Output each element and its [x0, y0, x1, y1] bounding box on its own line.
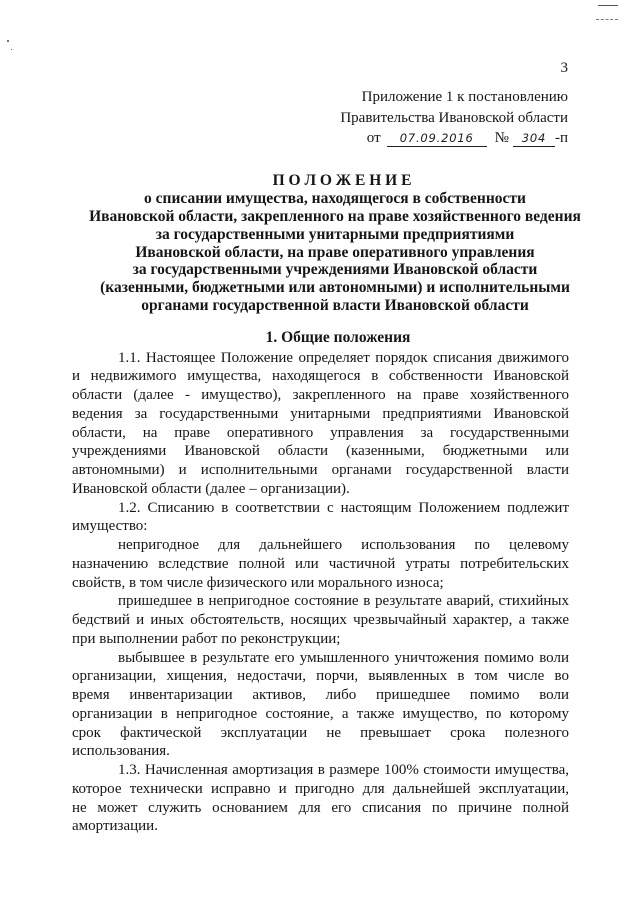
title-line: за государственными унитарными предприятиями [155, 225, 515, 243]
text-line: амортизации. [72, 818, 158, 835]
list-item-1 [72, 536, 569, 592]
text-line: ведения за государственными унитарными предприятиями Ивановской [72, 405, 569, 422]
text-line: которое технически исправно и пригодно для дальнейшей эксплуатации, [72, 780, 569, 797]
page-number: 3 [560, 60, 568, 76]
text-line: назначению вследствие полной или частичной утраты потребительских [72, 555, 569, 572]
scan-artifact [598, 5, 618, 6]
handwritten-number-field [513, 131, 555, 147]
title-line: (казенными, бюджетными или автономными) и исполнительными [100, 279, 570, 297]
title-line: органами государственной власти Ивановской области [141, 297, 529, 315]
text-line: автономными) и исполнительными органами государственной власти [72, 462, 569, 479]
list-item-3 [72, 649, 569, 762]
paragraph-1-2 [72, 499, 569, 537]
text-line: Ивановской области (далее – организации). [72, 480, 350, 497]
title-heading: П О Л О Ж Е Н И Е [272, 172, 412, 189]
text-line: 1.2. Списанию в соответствии с настоящим Положением подлежит [118, 499, 569, 516]
text-line: непригодное для дальнейшего использования по целевому [118, 537, 569, 554]
document-title [85, 172, 585, 315]
title-line: Ивановской области, на праве оперативного управления [135, 243, 535, 261]
appendix-header [340, 87, 568, 149]
text-line: не может служить основанием для его списания по причине полной [72, 799, 569, 816]
text-line: свойств, в том числе физического или морального износа; [72, 574, 444, 591]
section-body [72, 349, 569, 837]
text-line: 1.3. Начисленная амортизация в размере 100% стоимости имущества, [118, 762, 569, 779]
handwritten-number: 304 [521, 131, 547, 145]
title-line: Ивановской области, закрепленного на праве хозяйственного ведения [89, 207, 581, 225]
scan-artifact [7, 40, 9, 42]
number-suffix: -п [554, 130, 568, 146]
text-line: пришедшее в непригодное состояние в результате аварий, стихийных [118, 593, 569, 610]
text-line: 1.1. Настоящее Положение определяет порядок списания движимого [118, 349, 569, 366]
paragraph-1-3 [72, 761, 569, 836]
handwritten-date-field [387, 131, 487, 147]
scan-artifact [596, 19, 618, 20]
text-line: при выполнении работ по реконструкции; [72, 630, 341, 647]
text-line: учреждениями Ивановской области (казенными, бюджетными или [72, 443, 569, 460]
text-line: области, на праве оперативного управления за государственными [72, 424, 569, 441]
appendix-date-line [340, 128, 568, 149]
text-line: использования. [72, 743, 170, 760]
text-line: выбывшее в результате его умышленного уничтожения помимо воли [118, 649, 569, 666]
paragraph-1-1 [72, 349, 569, 499]
appendix-line: Приложение 1 к постановлению [361, 89, 568, 105]
text-line: организации в непригодное состояние, а также имущество, по которому [72, 705, 569, 722]
text-line: и недвижимого имущества, находящегося в собственности Ивановской [72, 368, 569, 385]
section-heading: 1. Общие положения [265, 329, 411, 346]
text-line: бедствий и иных обстоятельств, носящих чрезвычайный характер, а также [72, 612, 569, 629]
from-label: от [366, 130, 381, 146]
scan-artifact [11, 49, 12, 50]
number-sign: № [494, 130, 509, 146]
title-line: за государственными учреждениями Ивановской области [132, 261, 538, 279]
list-item-2 [72, 592, 569, 648]
text-line: организации, хищения, недостачи, порчи, выявленных в том числе во [72, 668, 569, 685]
text-line: срок фактической эксплуатации не превышает срока полезного [72, 724, 569, 741]
appendix-line: Правительства Ивановской области [340, 109, 568, 126]
title-line: о списании имущества, находящегося в собственности [144, 189, 526, 207]
text-line: области (далее - имущество), закрепленного на праве хозяйственного [72, 387, 569, 404]
handwritten-date: 07.09.2016 [399, 131, 474, 145]
text-line: время инвентаризации активов, либо пришедшее помимо воли [72, 687, 569, 704]
text-line: имущество: [72, 518, 148, 535]
